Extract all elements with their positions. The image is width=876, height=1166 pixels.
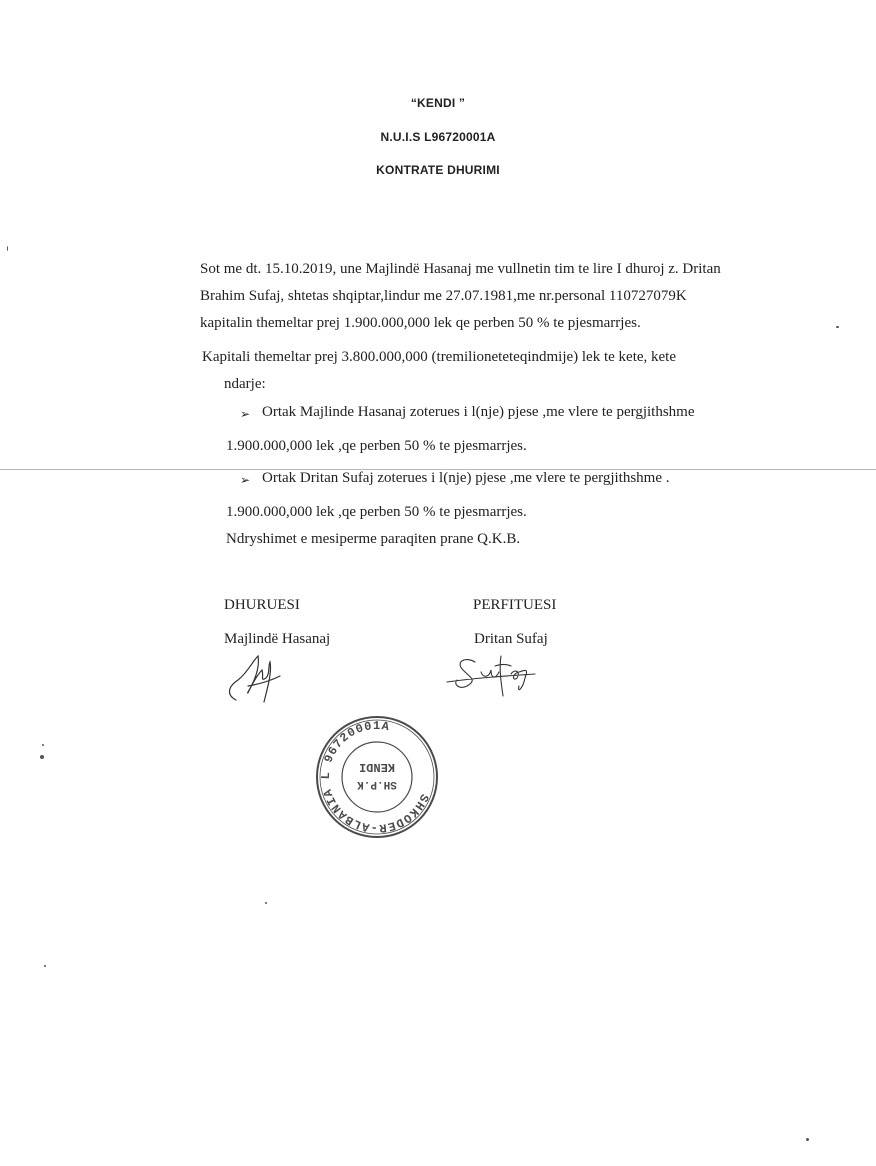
recipient-signature-icon	[445, 648, 540, 703]
bullet-arrow-icon: ➢	[240, 407, 251, 421]
paragraph-1-line-3: kapitalin themeltar prej 1.900.000,000 lek qe perben 50 % te pjesmarrjes.	[200, 315, 641, 331]
svg-text:SHKODER-ALBANIA L 96720001A	[303, 703, 452, 852]
stamp-inner-line-2: KENDI	[358, 760, 396, 774]
recipient-role-label: PERFITUESI	[473, 597, 557, 613]
closing-statement: Ndryshimet e mesiperme paraqiten prane Q.K.B.	[226, 531, 521, 547]
nuis-number: N.U.I.S L96720001A	[380, 130, 496, 144]
document-title: KONTRATE DHURIMI	[376, 163, 500, 177]
paragraph-2-line-2: ndarje:	[224, 376, 266, 392]
scan-speck	[40, 755, 44, 759]
scan-speck	[42, 744, 44, 746]
recipient-name: Dritan Sufaj	[474, 631, 548, 647]
paragraph-2-line-1: Kapitali themeltar prej 3.800.000,000 (tremilioneteteqindmije) lek te kete, kete	[202, 349, 677, 365]
scan-speck	[265, 902, 267, 904]
donor-name: Majlindë Hasanaj	[224, 631, 331, 647]
scan-speck	[44, 965, 46, 967]
bullet-item-2-continuation: 1.900.000,000 lek ,qe perben 50 % te pjesmarrjes.	[226, 504, 527, 520]
scan-speck	[836, 326, 839, 328]
stamp-inner-line-1: SH.P.K	[357, 778, 397, 790]
bullet-arrow-icon: ➢	[240, 473, 251, 487]
company-name: “KENDI ”	[410, 96, 466, 110]
bullet-item-1: Ortak Majlinde Hasanaj zoterues i l(nje) pjese ,me vlere te pergjithshme	[262, 404, 695, 420]
scan-speck	[7, 246, 8, 251]
donor-role-label: DHURUESI	[224, 597, 300, 613]
company-stamp-icon	[312, 712, 442, 842]
bullet-item-2: Ortak Dritan Sufaj zoterues i l(nje) pjese ,me vlere te pergjithshme .	[262, 470, 670, 486]
donor-signature-icon	[218, 648, 288, 708]
scan-speck	[806, 1138, 809, 1141]
bullet-item-1-continuation: 1.900.000,000 lek ,qe perben 50 % te pjesmarrjes.	[226, 438, 527, 454]
stamp-outer-text: SHKODER-ALBANIA L 96720001A	[318, 718, 432, 836]
paragraph-1-line-2: Brahim Sufaj, shtetas shqiptar,lindur me 27.07.1981,me nr.personal 110727079K	[200, 288, 687, 304]
paragraph-1-line-1: Sot me dt. 15.10.2019, une Majlindë Hasanaj me vullnetin tim te lire I dhuroj z. Dritan	[200, 261, 721, 277]
